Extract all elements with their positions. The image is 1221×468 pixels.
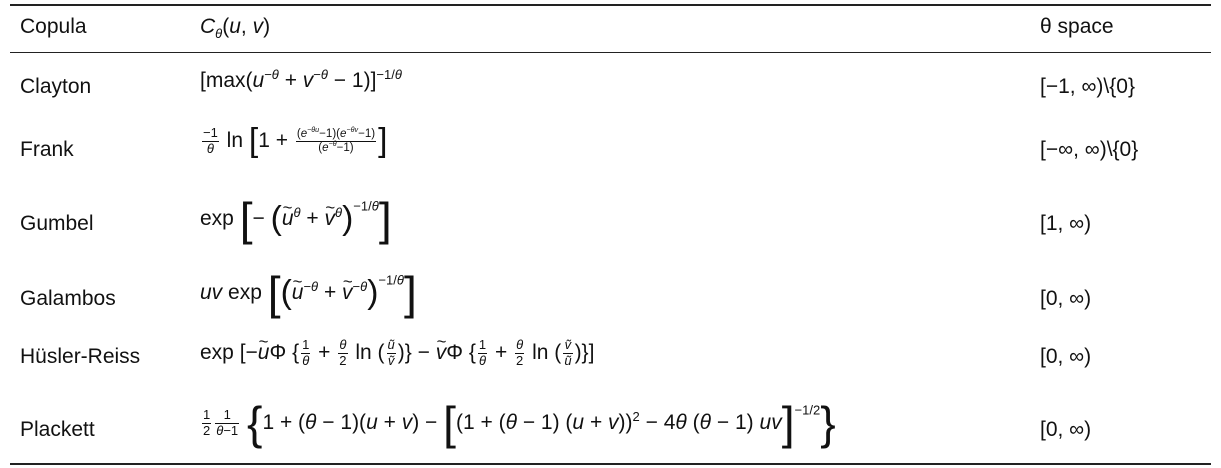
row-galambos-formula: uv exp [(~ $u^{-\theta}$ + ~ $v^{-\theta})^{-1/\theta}$]: [200, 270, 417, 316]
header-copula: Copula: [20, 15, 87, 38]
row-frank-space: [−∞, ∞)\{0}: [1040, 138, 1139, 161]
row-frank-name: Frank: [20, 138, 74, 161]
table-header-rule: [10, 52, 1211, 53]
row-clayton-name: Clayton: [20, 75, 92, 98]
row-clayton-space: [−1, ∞)\{0}: [1040, 75, 1135, 98]
header-theta-space: θ space: [1040, 15, 1114, 38]
row-gumbel-formula: exp [− (~ $u^\theta$ + ~ $v^\theta)^{-1/\theta}$]: [200, 196, 392, 242]
row-clayton-formula: $[\max(u^{-\theta} + v^{-\theta} - 1)]^{-1/\theta}$: [200, 67, 402, 92]
row-plackett-space: [0, ∞): [1040, 418, 1092, 441]
row-galambos-name: Galambos: [20, 287, 116, 310]
row-plackett-name: Plackett: [20, 418, 95, 441]
row-gumbel-space: [1, ∞): [1040, 212, 1092, 235]
row-gumbel-name: Gumbel: [20, 212, 94, 235]
row-husler-reiss-space: [0, ∞): [1040, 345, 1092, 368]
row-husler-reiss-formula: exp [−~ uΦ { $\frac{1}{\theta}$ + $\frac{\theta}{2}$ ln ( $\frac{ũ}{\text{ṽ}}$ )} − ~ vΦ { $\frac{1}{\theta}$ + $\frac{\theta}{2}$ ln ( $\frac{\text{ṽ}}{ũ}$ )}]: [200, 338, 594, 369]
header-formula: $C_\theta(u$, v): [200, 15, 271, 42]
table-top-rule: [10, 4, 1211, 6]
row-galambos-space: [0, ∞): [1040, 287, 1092, 310]
row-plackett-formula: $\frac{1}{2}$ $\frac{1}{\theta-1}$ {1 + (θ − 1)(u + v) − [(1 + (θ − 1) (u + v))$^2$ − 4θ (θ − 1) uv]$^{-1/2}$}: [203, 397, 836, 449]
table-bottom-rule: [10, 463, 1211, 465]
row-husler-reiss-name: Hüsler-Reiss: [20, 345, 141, 368]
row-frank-formula: $\frac{-1}{\theta}$ ln [1 + $\frac{(e^{-\theta u}-1)(e^{-\theta v}-1)}{(e^{-\theta}-1)}$ ]: [203, 122, 388, 159]
